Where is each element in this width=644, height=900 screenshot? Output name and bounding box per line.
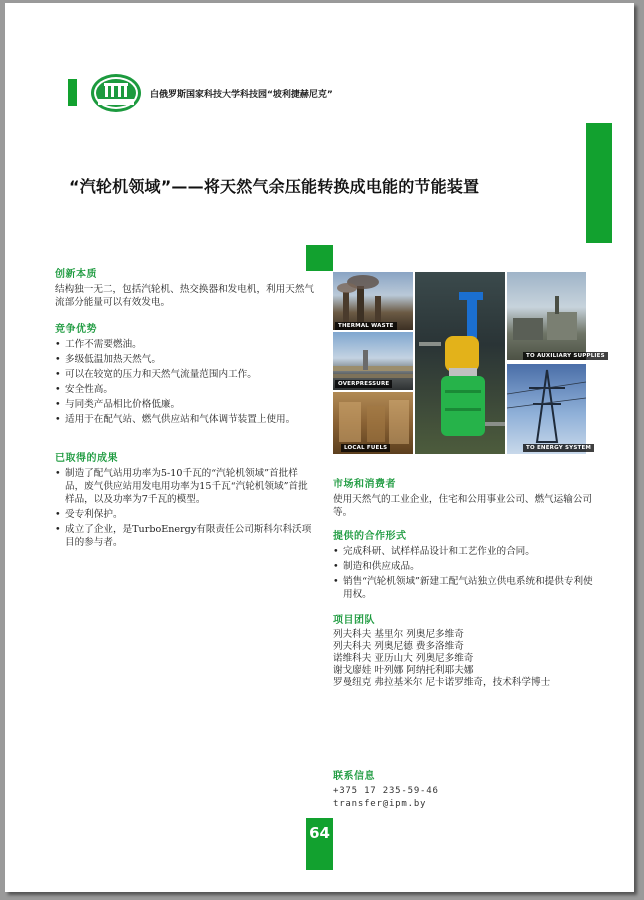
collage-label: THERMAL WASTE [335,322,397,330]
logo-accent-bar [68,79,77,106]
local-fuels-photo [333,392,413,454]
turbine-unit-icon [415,272,505,454]
industrial-site-icon [507,272,586,360]
list-item: • 制造和供应成品。 [333,560,595,573]
illustration-collage [333,272,605,456]
collage-label: TO AUXILIARY SUPPLIES [523,352,608,360]
right-accent-tab [586,123,612,243]
team-member: 诺维科夫 亚历山大 列奥尼多维奇 [333,653,474,664]
document-page [5,3,634,892]
thermal-waste-photo [333,272,413,330]
team-member: 罗曼纽克 弗拉基米尔 尼卡诺罗维奇，技术科学博士 [333,677,551,688]
innovation-text: 结构独一无二，包括汽轮机、热交换器和发电机，利用天然气流部分能量可以有效发电。 [55,284,315,308]
list-item: • 多级低温加热天然气。 [55,353,317,366]
list-item: • 可以在较宽的压力和天然气流量范围内工作。 [55,368,317,381]
collage-label: LOCAL FUELS [341,444,390,452]
page-title: “汽轮机领域”——将天然气余压能转换成电能的节能装置 [69,177,480,196]
market-section [333,475,595,519]
energy-system-photo [507,364,592,454]
advantages-title: 竞争优势 [55,324,97,335]
collage-label: TO ENERGY SYSTEM [523,444,594,452]
market-text: 使用天然气的工业企业，住宅和公用事业公司、燃气运输公司等。 [333,494,593,518]
contact-title: 联系信息 [333,771,375,782]
auxiliary-supplies-photo [507,272,605,360]
contact-section [333,767,595,811]
list-item: • 销售“汽轮机领域”新建工配气站独立供电系统和提供专利使用权。 [333,575,595,601]
team-member: 谢戈廖娃 叶列娜 阿纳托利耶夫娜 [333,665,474,676]
cooperation-title: 提供的合作形式 [333,531,407,542]
list-item: • 受专利保护。 [55,508,317,521]
cooperation-section [333,527,595,603]
list-item: • 安全性高。 [55,383,317,396]
turbine-photo [415,272,505,454]
contact-phone: +375 17 235-59-46 [333,786,439,796]
contact-email[interactable]: transfer@ipm.by [333,799,427,809]
results-list [55,467,317,549]
university-name: 白俄罗斯国家科技大学科技园“坡利捷赫尼克” [150,90,333,100]
team-member: 列夫科夫 基里尔 列奥尼多维奇 [333,629,464,640]
advantages-section [55,320,317,428]
page-number: 64 [306,818,333,870]
list-item: • 完成科研、试样样品设计和工艺作业的合同。 [333,545,595,558]
results-section [55,449,317,551]
innovation-title: 创新本质 [55,269,97,280]
cooperation-list [333,545,595,601]
team-title: 项目团队 [333,615,375,626]
list-item: • 工作不需要燃油。 [55,338,317,351]
logo-emblem-icon [90,73,142,113]
team-member: 列夫科夫 列奥尼德 费多洛维奇 [333,641,464,652]
list-item: • 与同类产品相比价格低廉。 [55,398,317,411]
advantages-list [55,338,317,426]
overpressure-photo [333,332,413,390]
list-item: • 适用于在配气站、燃气供应站和气体调节装置上使用。 [55,413,317,426]
team-section [333,611,613,689]
results-title: 已取得的成果 [55,453,118,464]
list-item: • 成立了企业，是TurboEnergy有限责任公司斯科尔科沃项目的参与者。 [55,523,317,549]
collage-label: OVERPRESSURE [335,380,392,388]
power-tower-icon [507,364,586,454]
market-title: 市场和消费者 [333,479,396,490]
university-logo [90,73,142,113]
innovation-section [55,265,317,309]
list-item: • 制造了配气站用功率为5-10千瓦的“汽轮机领域”首批样品，废气供应站用发电用功率为15千瓦“汽轮机领域”首批样品，以及功率为7千瓦的模型。 [55,467,317,506]
